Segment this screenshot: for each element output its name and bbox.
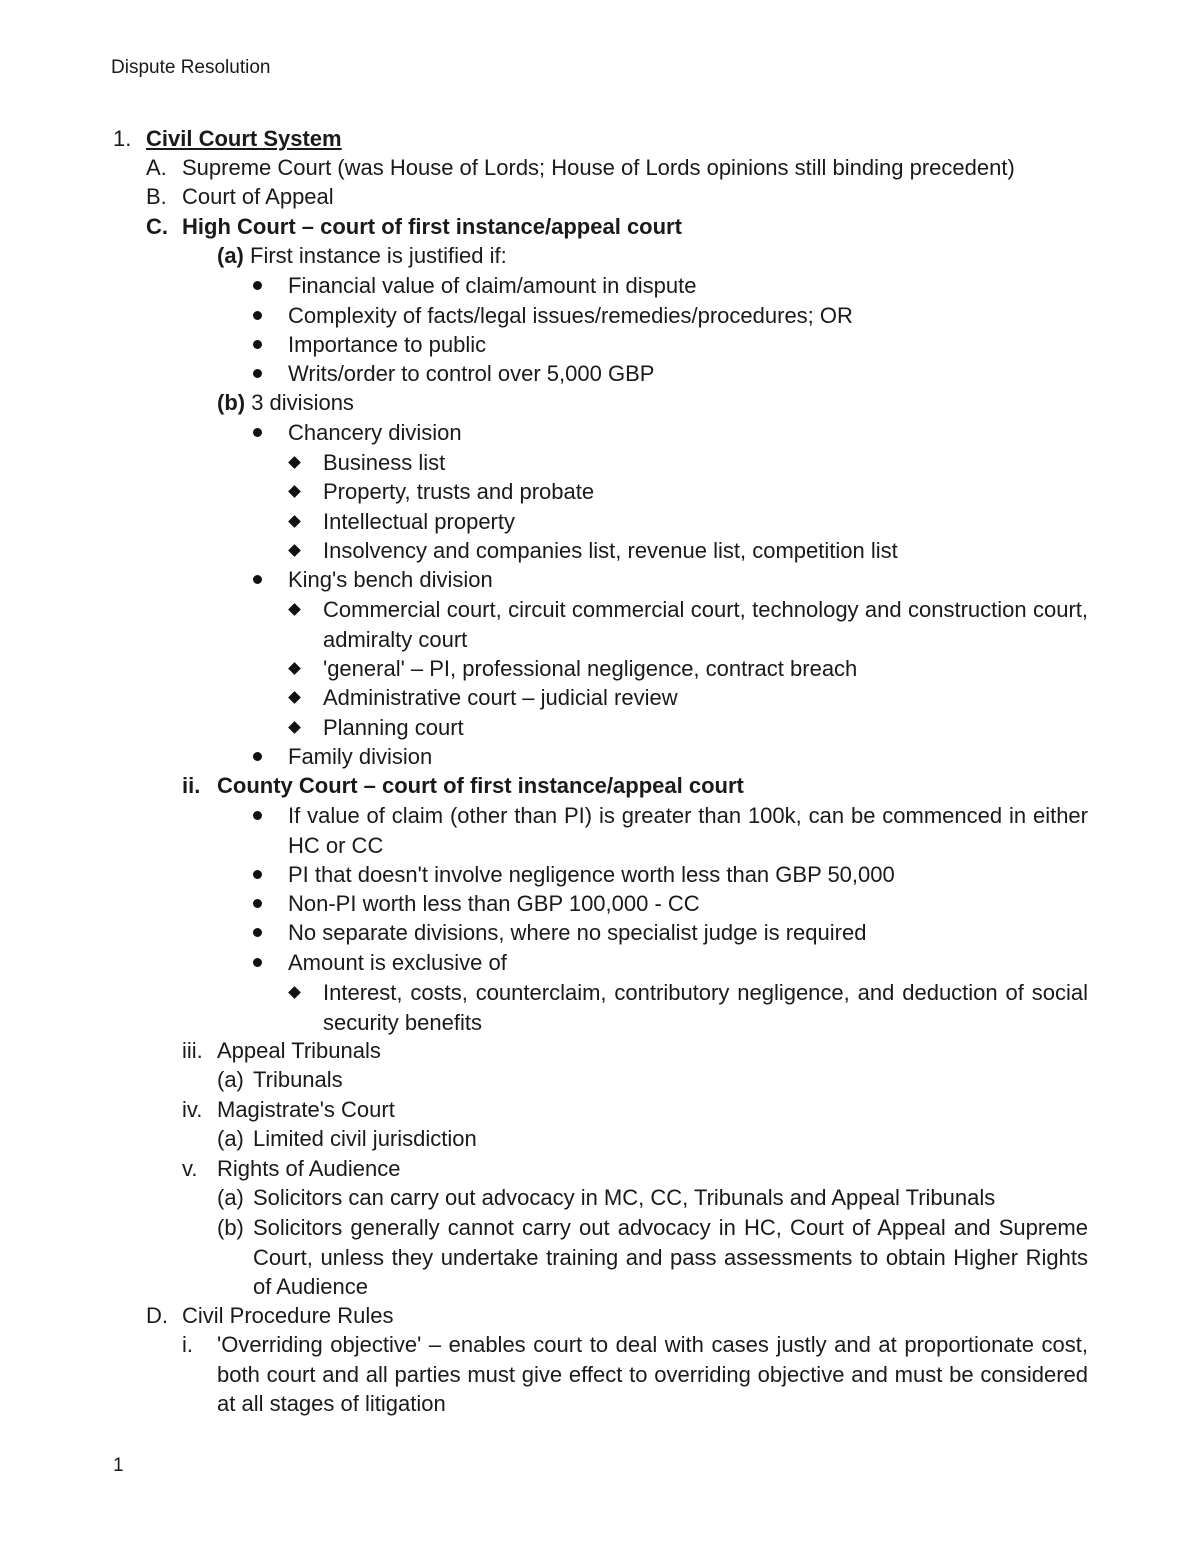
diamond-bullet (288, 485, 301, 498)
county-bullet-1: If value of claim (other than PI) is greater than 100k, can be commenced in either HC or CC (288, 803, 1088, 858)
kings-bench-list-2: 'general' – PI, professional negligence, contract breach (323, 656, 858, 681)
bullet-dot (253, 958, 262, 967)
diamond-bullet (288, 721, 301, 734)
county-exclusions: Interest, costs, counterclaim, contributory negligence, and deduction of social security benefits (323, 980, 1088, 1035)
kings-bench-list-1: Commercial court, circuit commercial court, technology and construction court, admiralty court (323, 597, 1088, 652)
bullet-dot (253, 928, 262, 937)
bullet-dot (253, 369, 262, 378)
bullet-dot (253, 752, 262, 761)
rights-a-marker: (a) (217, 1185, 244, 1210)
rights-heading: Rights of Audience (217, 1156, 401, 1181)
kings-bench-list-4: Planning court (323, 715, 464, 740)
diamond-bullet (288, 662, 301, 675)
county-bullet-3: Non-PI worth less than GBP 100,000 - CC (288, 891, 700, 916)
item-d-marker: D. (146, 1303, 168, 1328)
overriding-objective-marker: i. (182, 1332, 193, 1357)
county-bullet-4: No separate divisions, where no specialist judge is required (288, 920, 867, 945)
family-division: Family division (288, 744, 433, 769)
appeal-tribunals-a-text: Tribunals (253, 1067, 343, 1092)
c-b-line (217, 388, 354, 418)
c-a-bullet-4: Writs/order to control over 5,000 GBP (288, 361, 655, 386)
diamond-bullet (288, 986, 301, 999)
county-marker: ii. (182, 773, 201, 798)
appeal-tribunals-a-marker: (a) (217, 1067, 244, 1092)
chancery-division: Chancery division (288, 420, 462, 445)
diamond-bullet (288, 603, 301, 616)
magistrate-a-marker: (a) (217, 1126, 244, 1151)
magistrate-a-text: Limited civil jurisdiction (253, 1126, 477, 1151)
county-bullet-5: Amount is exclusive of (288, 950, 507, 975)
bullet-dot (253, 281, 262, 290)
section-number: 1. (113, 126, 132, 151)
diamond-bullet (288, 544, 301, 557)
c-a-marker: (a) (217, 243, 244, 268)
appeal-tribunals-marker: iii. (182, 1038, 203, 1063)
bullet-dot (253, 340, 262, 349)
kings-bench-division: King's bench division (288, 567, 493, 592)
bullet-dot (253, 428, 262, 437)
rights-a-text: Solicitors can carry out advocacy in MC, CC, Tribunals and Appeal Tribunals (253, 1185, 996, 1210)
diamond-bullet (288, 515, 301, 528)
chancery-list-4: Insolvency and companies list, revenue list, competition list (323, 538, 898, 563)
diamond-bullet (288, 456, 301, 469)
c-a-bullet-1: Financial value of claim/amount in dispute (288, 273, 697, 298)
rights-b-marker: (b) (217, 1215, 244, 1240)
c-a-text: First instance is justified if: (243, 243, 507, 268)
bullet-dot (253, 311, 262, 320)
magistrate-heading: Magistrate's Court (217, 1097, 395, 1122)
item-a-text: Supreme Court (was House of Lords; House of Lords opinions still binding precedent) (182, 155, 1015, 180)
item-c-marker: C. (146, 214, 168, 239)
c-b-text: 3 divisions (245, 390, 354, 415)
c-a-bullet-3: Importance to public (288, 332, 487, 357)
item-b-marker: B. (146, 184, 167, 209)
diamond-bullet (288, 691, 301, 704)
item-c-heading: High Court – court of first instance/appeal court (182, 214, 682, 239)
c-a-bullet-2: Complexity of facts/legal issues/remedies/procedures; OR (288, 303, 853, 328)
rights-b-text: Solicitors generally cannot carry out advocacy in HC, Court of Appeal and Supreme Court, unless they undertake training and pass assessments to obtain Higher Rights of Audience (253, 1215, 1088, 1299)
overriding-objective-text: 'Overriding objective' – enables court to deal with cases justly and at proportionate cost, both court and all parties must give effect to overriding objective and must be considered at all stages of litigation (217, 1332, 1088, 1416)
page-header: Dispute Resolution (111, 57, 271, 78)
item-a-marker: A. (146, 155, 167, 180)
magistrate-marker: iv. (182, 1097, 203, 1122)
rights-marker: v. (182, 1156, 198, 1181)
c-b-marker: (b) (217, 390, 246, 415)
chancery-list-2: Property, trusts and probate (323, 479, 595, 504)
bullet-dot (253, 811, 262, 820)
county-bullet-2: PI that doesn't involve negligence worth less than GBP 50,000 (288, 862, 895, 887)
item-b-text: Court of Appeal (182, 184, 334, 209)
bullet-dot (253, 575, 262, 584)
chancery-list-3: Intellectual property (323, 509, 515, 534)
bullet-dot (253, 870, 262, 879)
item-d-text: Civil Procedure Rules (182, 1303, 394, 1328)
c-a-line (217, 241, 507, 271)
appeal-tribunals-heading: Appeal Tribunals (217, 1038, 381, 1063)
page-number: 1 (113, 1455, 124, 1476)
bullet-dot (253, 899, 262, 908)
kings-bench-list-3: Administrative court – judicial review (323, 685, 678, 710)
section-title: Civil Court System (146, 126, 342, 151)
county-court-heading: County Court – court of first instance/appeal court (217, 773, 744, 798)
chancery-list-1: Business list (323, 450, 446, 475)
